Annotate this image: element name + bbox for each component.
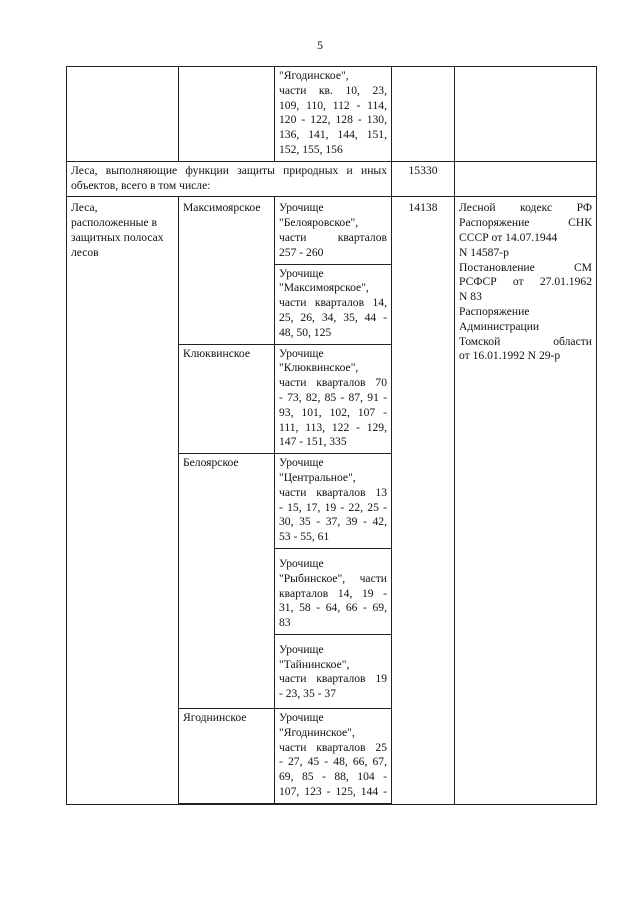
text-line: Урочище bbox=[279, 266, 324, 280]
text-line: Постановление СМ bbox=[459, 260, 592, 274]
reference-cell bbox=[455, 67, 597, 162]
reference-cell bbox=[455, 197, 597, 804]
forestry-cell: Максимоярское bbox=[179, 197, 275, 344]
text-line: Распоряжение СНК bbox=[459, 216, 592, 230]
text-line: 147 - 151, 335 bbox=[279, 435, 347, 449]
text-line: Лесной кодекс РФ bbox=[459, 201, 592, 215]
text-line: расположенные в bbox=[71, 216, 157, 230]
text-line: - 27, 45 - 48, 66, 67, bbox=[279, 755, 387, 769]
page-number: 5 bbox=[317, 38, 323, 52]
forestry-cell: Ягоднинское bbox=[179, 709, 275, 804]
text-line: Урочище bbox=[279, 201, 324, 215]
text-line: части кварталов 19 bbox=[279, 672, 387, 686]
text-line: Урочище bbox=[279, 711, 324, 725]
text-line: "Ягоднинское", bbox=[279, 725, 355, 739]
text-line: части кварталов 70 bbox=[279, 376, 387, 390]
text-line: 152, 155, 156 bbox=[279, 142, 343, 156]
text-line: 107, 123 - 125, 144 - bbox=[279, 785, 387, 799]
text-line: Леса, bbox=[71, 201, 98, 215]
text-line: части кварталов 14, bbox=[279, 296, 387, 310]
text-line: Урочище bbox=[279, 556, 324, 570]
text-line: 111, 113, 122 - 129, bbox=[279, 420, 387, 434]
text-line: части кварталов 13 bbox=[279, 485, 387, 499]
location-cell bbox=[275, 344, 392, 454]
text-line: 83 bbox=[279, 616, 291, 630]
text-line: Урочище bbox=[279, 456, 324, 470]
text-line: 31, 58 - 64, 66 - 69, bbox=[279, 601, 387, 615]
text-line: объектов, всего в том числе: bbox=[71, 178, 211, 192]
filler-cell bbox=[179, 803, 392, 804]
area-cell bbox=[392, 67, 455, 162]
text-line: 48, 50, 125 bbox=[279, 325, 332, 339]
text-line: 25, 26, 34, 35, 44 - bbox=[279, 310, 387, 324]
location-cell bbox=[275, 709, 392, 804]
table-row bbox=[67, 161, 597, 197]
text-line: "Центральное", bbox=[279, 470, 356, 484]
text-line: - 73, 82, 85 - 87, 91 - bbox=[279, 390, 387, 404]
forestry-cell: Клюквинское bbox=[179, 344, 275, 454]
text-line: Распоряжение bbox=[459, 304, 530, 318]
text-line: кварталов 14, 19 - bbox=[279, 586, 387, 600]
text-line: Урочище bbox=[279, 346, 324, 360]
category-cell bbox=[67, 67, 179, 162]
text-line: "Максимоярское", bbox=[279, 281, 369, 295]
area-cell: 14138 bbox=[392, 197, 455, 804]
text-line: "Рыбинское", части bbox=[279, 571, 387, 585]
table-row bbox=[67, 197, 597, 264]
text-line: части кв. 10, 23, bbox=[279, 83, 387, 97]
table-row bbox=[67, 67, 597, 162]
text-line: "Тайнинское", bbox=[279, 657, 350, 671]
text-line: РСФСР от 27.01.1962 bbox=[459, 275, 592, 289]
text-line: - 15, 17, 19 - 22, 25 - bbox=[279, 500, 387, 514]
text-line: 136, 141, 144, 151, bbox=[279, 128, 387, 142]
text-line: Леса, выполняющие функции защиты природных и иных bbox=[71, 163, 387, 177]
text-line: "Белояровское", bbox=[279, 216, 359, 230]
area-cell: 15330 bbox=[392, 161, 455, 197]
text-line: части кварталов bbox=[279, 230, 387, 244]
category-cell bbox=[67, 161, 392, 197]
text-line: - 23, 35 - 37 bbox=[279, 687, 336, 701]
location-cell bbox=[275, 264, 392, 344]
text-line: 53 - 55, 61 bbox=[279, 530, 330, 544]
location-cell bbox=[275, 634, 392, 708]
text-line: 257 - 260 bbox=[279, 245, 324, 259]
text-line: СССР от 14.07.1944 bbox=[459, 230, 558, 244]
text-line: Томской области bbox=[459, 334, 592, 348]
location-cell bbox=[275, 197, 392, 264]
text-line: "Ягодинское", bbox=[279, 69, 349, 82]
forestry-cell bbox=[179, 67, 275, 162]
location-cell bbox=[275, 454, 392, 549]
location-cell bbox=[275, 548, 392, 634]
location-cell bbox=[275, 67, 392, 162]
text-line: части кварталов 25 bbox=[279, 740, 387, 754]
text-line: N 14587-р bbox=[459, 245, 509, 259]
reference-cell bbox=[455, 161, 597, 197]
category-cell bbox=[67, 197, 179, 804]
text-line: N 83 bbox=[459, 290, 482, 304]
text-line: лесов bbox=[71, 245, 99, 259]
text-line: 93, 101, 102, 107 - bbox=[279, 405, 387, 419]
text-line: защитных полосах bbox=[71, 230, 164, 244]
text-line: "Клюквинское", bbox=[279, 361, 359, 375]
text-line: 69, 85 - 88, 104 - bbox=[279, 770, 387, 784]
forestry-cell: Белоярское bbox=[179, 454, 275, 709]
text-line: 109, 110, 112 - 114, bbox=[279, 98, 387, 112]
text-line: 120 - 122, 128 - 130, bbox=[279, 113, 387, 127]
text-line: от 16.01.1992 N 29-р bbox=[459, 349, 561, 363]
text-line: Администрации bbox=[459, 319, 540, 333]
forest-table bbox=[66, 66, 597, 805]
text-line: 30, 35 - 37, 39 - 42, bbox=[279, 515, 387, 529]
text-line: Урочище bbox=[279, 642, 324, 656]
